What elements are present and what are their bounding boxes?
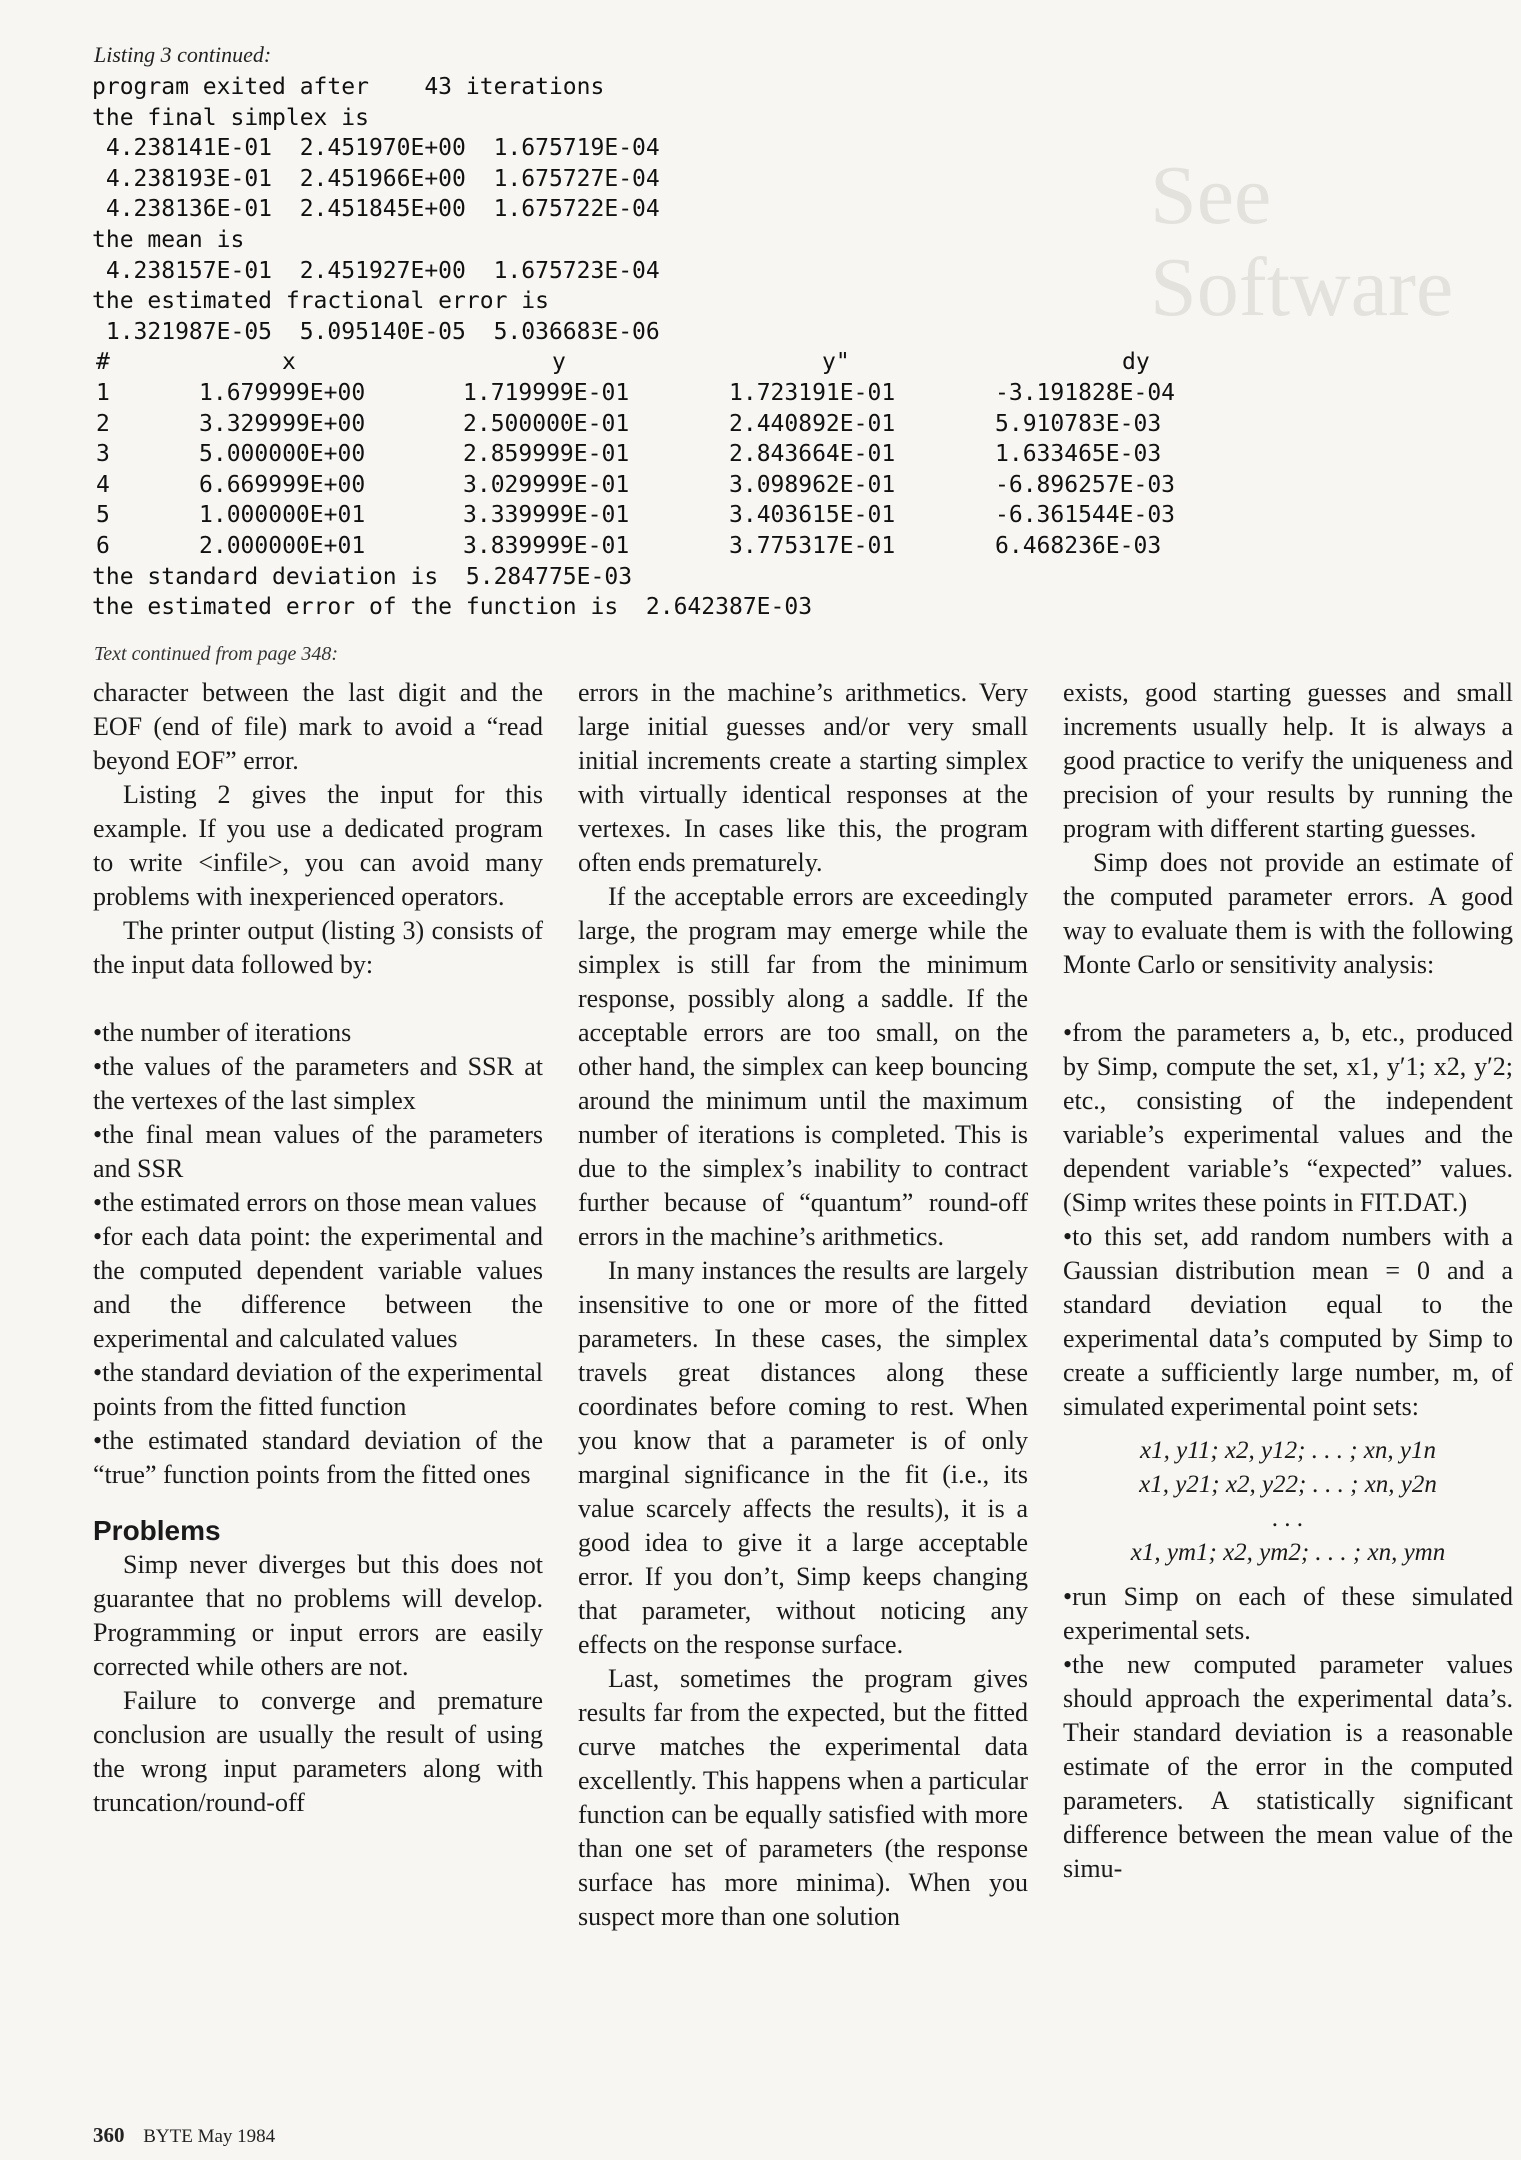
text-column-1 xyxy=(93,676,543,1820)
cell: 1.633465E-03 xyxy=(995,441,1162,468)
paragraph: In many instances the results are largely insensitive to one or more of the fitted parameters. In these cases, the simplex travels great distances along these coordinates before coming to rest. When you know that a parameter is of only marginal significance in the fit (i.e., its value scarcely affects the results), it is a good idea to give it a large acceptable error. If you don’t, Simp keeps changing that parameter, without noticing any effects on the response surface. xyxy=(578,1256,1028,1659)
bullet-item: •run Simp on each of these simulated experimental sets. xyxy=(1063,1582,1513,1645)
table-row xyxy=(92,470,1176,501)
text-column-2 xyxy=(578,676,1028,1934)
issue-label: BYTE May 1984 xyxy=(143,2126,276,2147)
header-cell: x xyxy=(282,349,296,376)
listing-line: 1.321987E-05 5.095140E-05 5.036683E-06 xyxy=(92,318,660,345)
cell: 1.719999E-01 xyxy=(463,379,630,406)
table-header xyxy=(92,347,1150,378)
paragraph: Listing 2 gives the input for this example. If you use a dedicated program to write <infile>, you can avoid many problems with inexperienced operators. xyxy=(93,780,543,911)
cell: 2 xyxy=(96,410,110,437)
equation-line: x1, ym1; x2, ym2; . . . ; xn, ymn xyxy=(1130,1539,1446,1566)
paragraph: Simp does not provide an estimate of the computed parameter errors. A good way to evaluate them is with the following Monte Carlo or sensitivity analysis: xyxy=(1063,848,1513,979)
cell: 5.910783E-03 xyxy=(995,410,1162,437)
program-listing xyxy=(92,72,1176,623)
text-column-3 xyxy=(1063,676,1513,1886)
cell: 2.500000E-01 xyxy=(463,410,630,437)
equation-line: x1, y21; x2, y22; . . . ; xn, y2n xyxy=(1139,1471,1437,1498)
listing-caption: Listing 3 continued: xyxy=(94,42,272,67)
table-row xyxy=(92,500,1176,531)
listing-line: 4.238136E-01 2.451845E+00 1.675722E-04 xyxy=(92,196,660,223)
cell: 5 xyxy=(96,502,110,529)
cell: 1.000000E+01 xyxy=(199,502,366,529)
cell: -3.191828E-04 xyxy=(995,379,1176,406)
table-row xyxy=(92,378,1176,409)
cell: 3.403615E-01 xyxy=(729,502,896,529)
paragraph: exists, good starting guesses and small increments usually help. It is always a good practice to verify the uniqueness and precision of your results by running the program with different starting guesses. xyxy=(1063,678,1513,843)
cell: -6.896257E-03 xyxy=(995,471,1176,498)
bullet-item: •the number of iterations xyxy=(93,1018,352,1047)
table-row xyxy=(92,531,1162,562)
bullet-item: •the standard deviation of the experimental points from the fitted function xyxy=(93,1358,543,1421)
bullet-item: •from the parameters a, b, etc., produced by Simp, compute the set, x1, y′1; x2, y′2; etc., consisting of the independent variable’s experimental values and the dependent variable’s “expected” values. (Simp writes these points in FIT.DAT.) xyxy=(1063,1018,1513,1217)
bullet-item: •the values of the parameters and SSR at the vertexes of the last simplex xyxy=(93,1052,543,1115)
paragraph: If the acceptable errors are exceedingly large, the program may emerge while the simplex is still far from the minimum response, possibly along a saddle. If the acceptable errors are too small, on the other hand, the simplex can keep bouncing around the minimum until the maximum number of iterations is completed. This is due to the simplex’s inability to contract further because of “quantum” round-off errors in the machine’s arithmetics. xyxy=(578,882,1028,1251)
cell: 2.843664E-01 xyxy=(729,441,896,468)
cell: 2.000000E+01 xyxy=(199,532,366,559)
bullet-item: •to this set, add random numbers with a Gaussian distribution mean = 0 and a standard deviation equal to the experimental data’s computed by Simp to create a sufficiently large number, m, of simulated experimental point sets: xyxy=(1063,1222,1513,1421)
listing-line: 4.238193E-01 2.451966E+00 1.675727E-04 xyxy=(92,165,660,192)
table-row xyxy=(92,439,1162,470)
cell: 6 xyxy=(96,532,110,559)
bullet-item: •the estimated errors on those mean values xyxy=(93,1188,537,1217)
cell: 2.859999E-01 xyxy=(463,441,630,468)
page-footer xyxy=(93,2123,275,2148)
bullet-item: •the new computed parameter values should approach the experimental data’s. Their standard deviation is a reasonable estimate of the error in the computed parameters. A statistically significant difference between the mean value of the simu- xyxy=(1063,1650,1513,1883)
header-cell: dy xyxy=(1122,349,1150,376)
header-cell: y" xyxy=(822,349,850,376)
cell: 3 xyxy=(96,441,110,468)
paragraph: The printer output (listing 3) consists of the input data followed by: xyxy=(93,916,543,979)
cell: 3.098962E-01 xyxy=(729,471,896,498)
bleed-through-text: See Software xyxy=(1150,149,1454,335)
listing-line: the mean is xyxy=(92,226,245,253)
cell: 2.440892E-01 xyxy=(729,410,896,437)
equation-block xyxy=(1063,1434,1513,1570)
cell: 3.339999E-01 xyxy=(463,502,630,529)
cell: 3.839999E-01 xyxy=(463,532,630,559)
header-cell: # xyxy=(96,349,110,376)
listing-line: the estimated error of the function is 2.642387E-03 xyxy=(92,594,813,621)
bullet-item: •the estimated standard deviation of the “true” function points from the fitted ones xyxy=(93,1426,543,1489)
listing-line: 4.238141E-01 2.451970E+00 1.675719E-04 xyxy=(92,135,660,162)
header-cell: y xyxy=(552,349,566,376)
paragraph: Simp never diverges but this does not guarantee that no problems will develop. Programming or input errors are easily corrected while others are not. xyxy=(93,1550,543,1681)
paragraph: Failure to converge and premature conclusion are usually the result of using the wrong input parameters along with truncation/round-off xyxy=(93,1686,543,1817)
bullet-item: •the final mean values of the parameters and SSR xyxy=(93,1120,543,1183)
cell: 1 xyxy=(96,379,110,406)
cell: 3.029999E-01 xyxy=(463,471,630,498)
equation-line: . . . xyxy=(1272,1505,1304,1532)
continued-caption: Text continued from page 348: xyxy=(94,643,339,665)
table-row xyxy=(92,409,1162,440)
paragraph: character between the last digit and the EOF (end of file) mark to avoid a “read beyond EOF” error. xyxy=(93,678,543,775)
paragraph: Last, sometimes the program gives results far from the expected, but the fitted curve matches the experimental data excellently. This happens when a particular function can be equally satisfied with more than one set of parameters (the response surface has more minima). When you suspect more than one solution xyxy=(578,1664,1028,1931)
equation-line: x1, y11; x2, y12; . . . ; xn, y1n xyxy=(1140,1437,1436,1464)
listing-line: the final simplex is xyxy=(92,104,369,131)
cell: 3.329999E+00 xyxy=(199,410,366,437)
page-number: 360 xyxy=(93,2123,125,2147)
listing-line: 4.238157E-01 2.451927E+00 1.675723E-04 xyxy=(92,257,660,284)
cell: -6.361544E-03 xyxy=(995,502,1176,529)
listing-line: the standard deviation is 5.284775E-03 xyxy=(92,563,633,590)
listing-line: the estimated fractional error is xyxy=(92,288,549,315)
bullet-item: •for each data point: the experimental and the computed dependent variable values and the difference between the experimental and calculated values xyxy=(93,1222,543,1353)
cell: 6.468236E-03 xyxy=(995,532,1162,559)
section-heading: Problems xyxy=(93,1515,221,1546)
cell: 3.775317E-01 xyxy=(729,532,896,559)
cell: 6.669999E+00 xyxy=(199,471,366,498)
cell: 5.000000E+00 xyxy=(199,441,366,468)
cell: 4 xyxy=(96,471,110,498)
listing-line: program exited after 43 iterations xyxy=(92,74,605,100)
cell: 1.723191E-01 xyxy=(729,379,896,406)
cell: 1.679999E+00 xyxy=(199,379,366,406)
paragraph: errors in the machine’s arithmetics. Very large initial guesses and/or very small initial increments create a starting simplex with virtually identical responses at the vertexes. In cases like this, the program often ends prematurely. xyxy=(578,678,1028,877)
